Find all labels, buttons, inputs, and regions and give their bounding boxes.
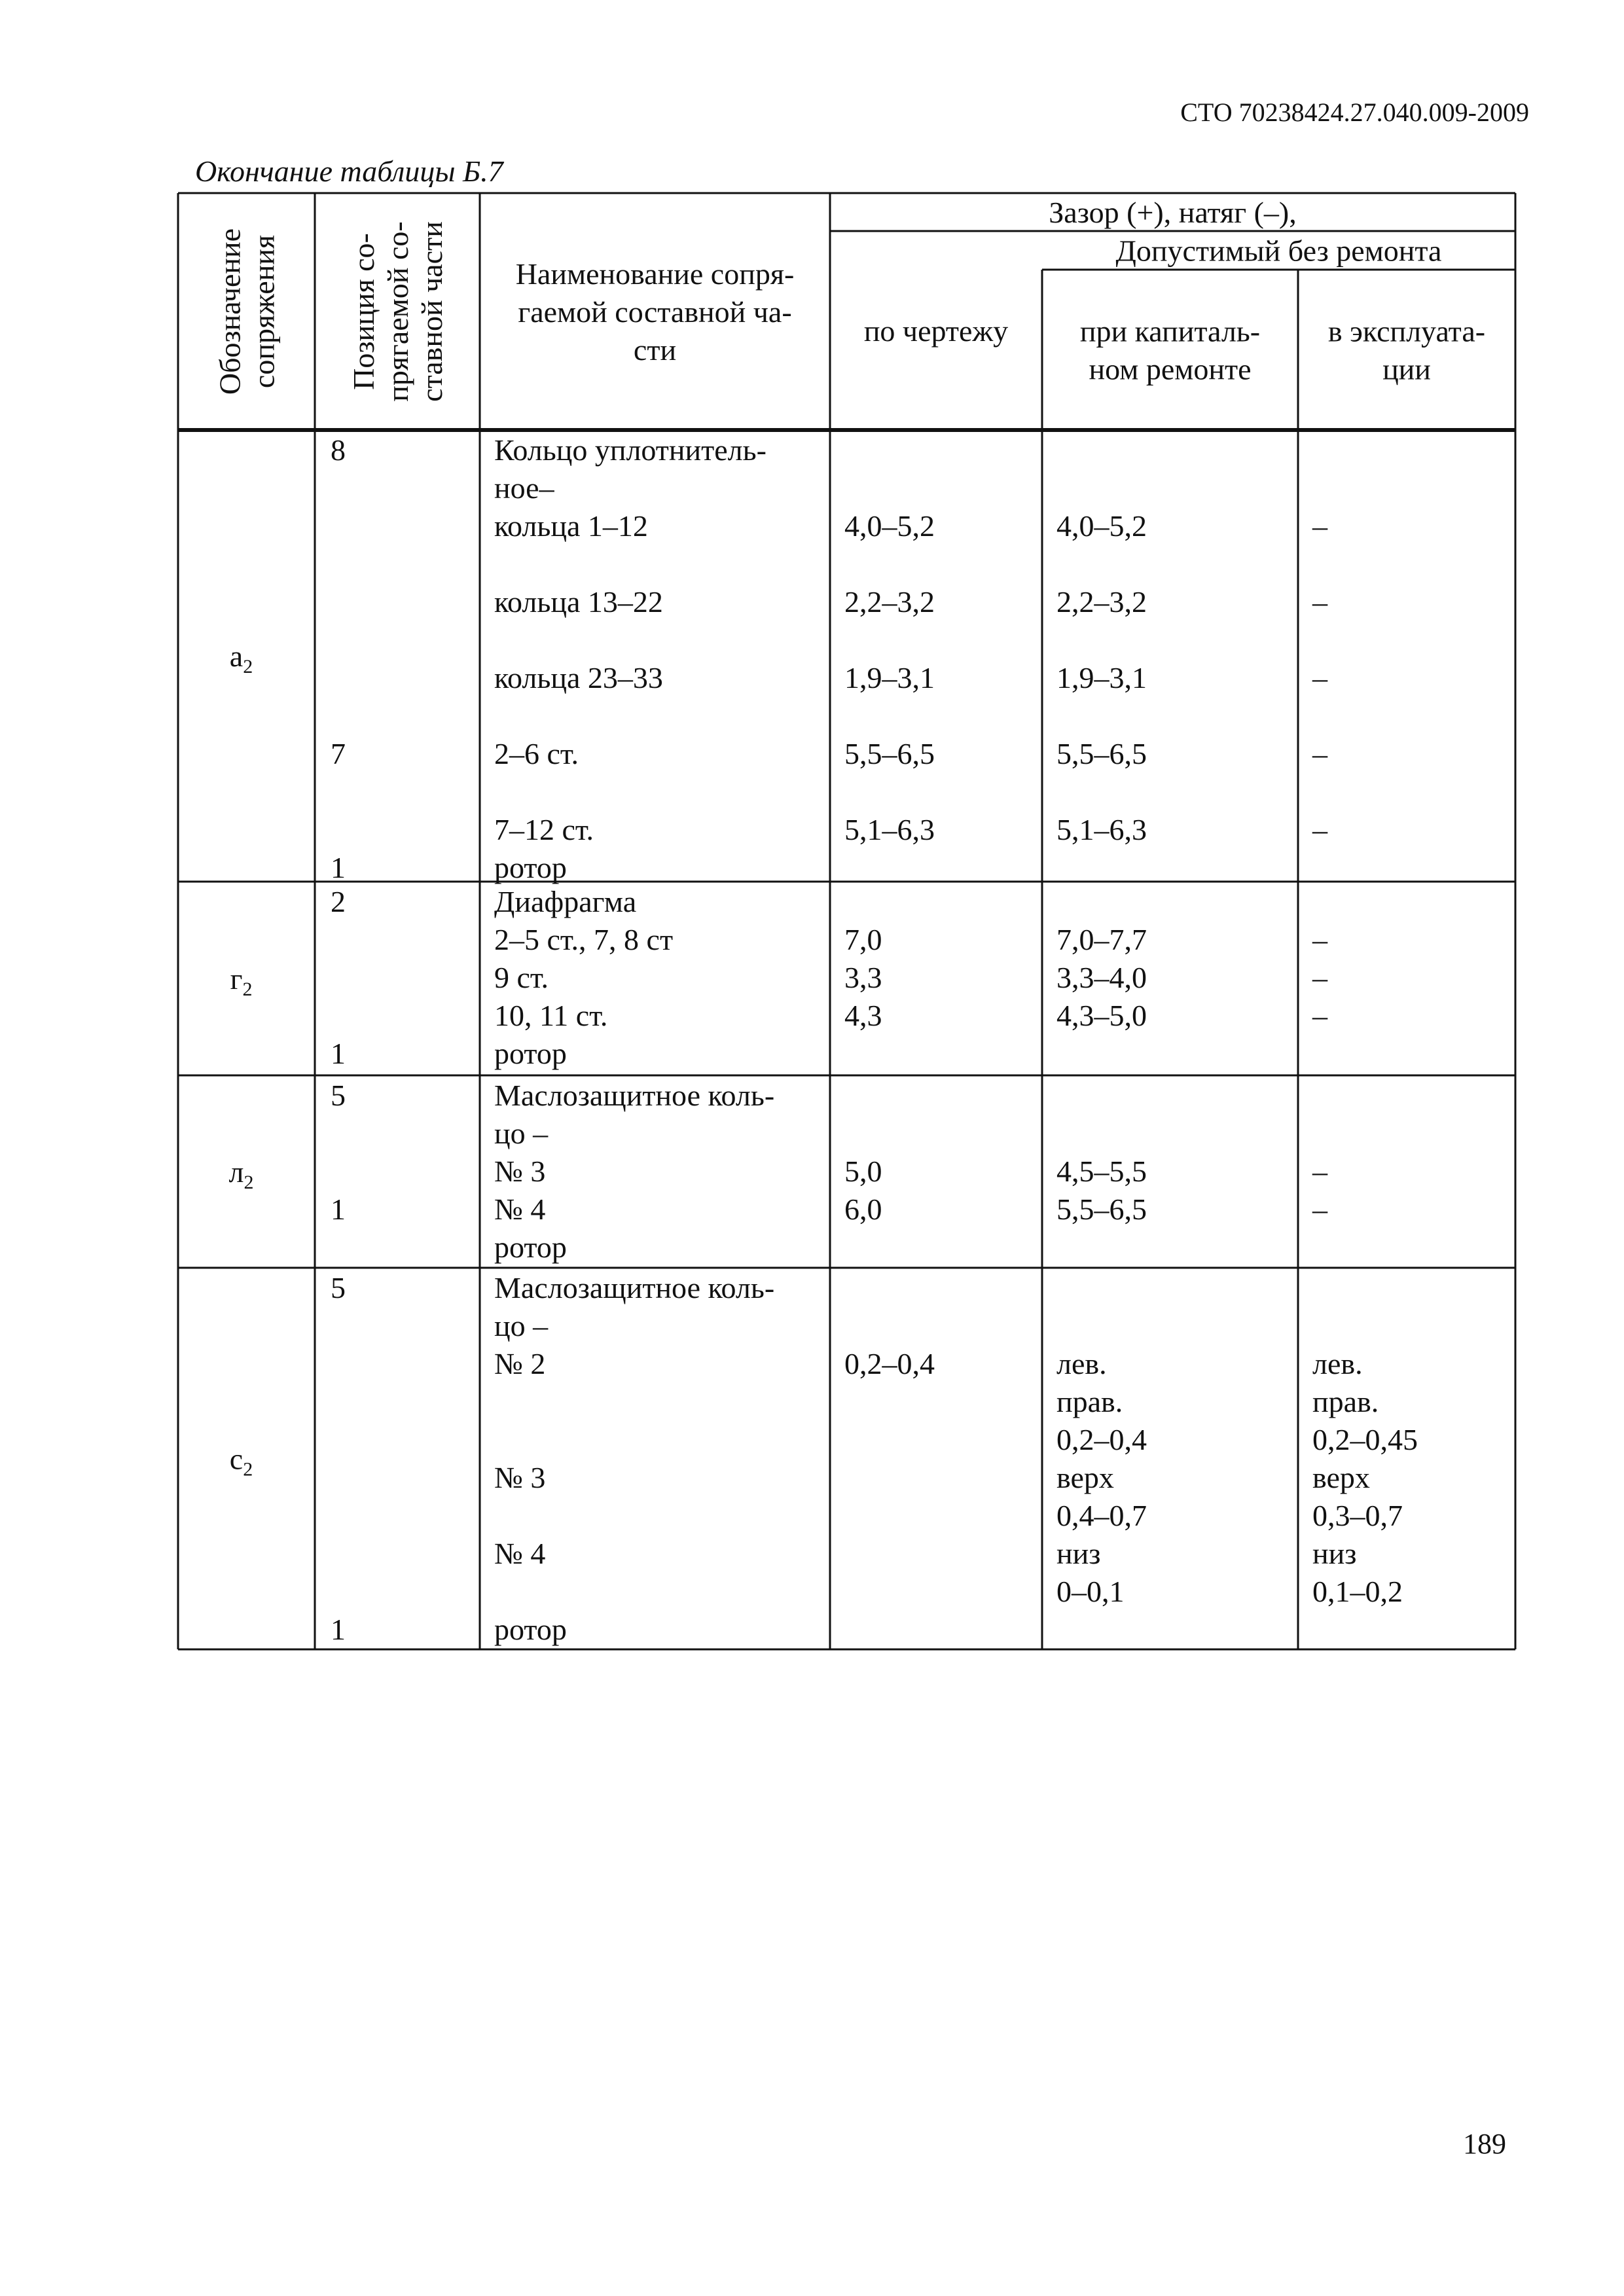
value-by-drawing: 0,2–0,4: [844, 1347, 935, 1380]
value-by-drawing: 4,3: [844, 999, 882, 1032]
part-name: Маслозащитное коль-: [494, 1079, 775, 1112]
value-capital-repair: низ: [1056, 1537, 1101, 1570]
value-by-drawing: 2,2–3,2: [844, 585, 935, 619]
designation-subscript: 2: [242, 978, 253, 1000]
mating-designation: $г_2$: [230, 962, 253, 1000]
mating-designation: $с_2$: [229, 1442, 253, 1480]
value-capital-repair: 4,5–5,5: [1056, 1155, 1147, 1188]
value-capital-repair: 3,3–4,0: [1056, 961, 1147, 994]
value-capital-repair: прав.: [1056, 1385, 1123, 1418]
value-operation: –: [1312, 737, 1327, 770]
value-capital-repair: верх: [1056, 1461, 1114, 1494]
value-operation: прав.: [1312, 1385, 1379, 1418]
value-by-drawing: 5,1–6,3: [844, 813, 935, 846]
value-operation: –: [1312, 585, 1327, 619]
header-position: Позиция со-: [347, 233, 380, 390]
value-capital-repair: 4,0–5,2: [1056, 509, 1147, 543]
part-name: ное–: [494, 471, 554, 505]
header-operation: ции: [1382, 352, 1431, 386]
value-capital-repair: 5,5–6,5: [1056, 1193, 1147, 1226]
value-capital-repair: 0,2–0,4: [1056, 1423, 1147, 1456]
value-operation: –: [1312, 509, 1327, 543]
table-caption: Окончание таблицы Б.7: [195, 154, 503, 188]
value-capital-repair: 0,4–0,7: [1056, 1499, 1147, 1532]
mating-designation: $л_2$: [228, 1155, 254, 1193]
value-operation: верх: [1312, 1461, 1370, 1494]
position-number: 7: [331, 737, 346, 770]
header-part-name: гаемой составной ча-: [518, 295, 792, 329]
part-name: № 4: [494, 1193, 546, 1226]
value-capital-repair: 0–0,1: [1056, 1575, 1125, 1608]
position-number: 5: [331, 1079, 346, 1112]
part-name: ротор: [494, 1613, 567, 1646]
part-name: ротор: [494, 1230, 567, 1264]
header-by-drawing: по чертежу: [863, 314, 1009, 348]
part-name: кольца 13–22: [494, 585, 663, 619]
value-by-drawing: 7,0: [844, 923, 882, 956]
header-capital-repair: при капиталь-: [1079, 314, 1261, 348]
value-capital-repair: 4,3–5,0: [1056, 999, 1147, 1032]
part-name: № 2: [494, 1347, 546, 1380]
position-number: 1: [331, 1037, 346, 1070]
value-operation: –: [1312, 1193, 1327, 1226]
value-operation: –: [1312, 1155, 1327, 1188]
value-operation: 0,3–0,7: [1312, 1499, 1403, 1532]
designation-subscript: 2: [243, 1458, 253, 1480]
value-capital-repair: 2,2–3,2: [1056, 585, 1147, 619]
value-operation: –: [1312, 999, 1327, 1032]
header-position: прягаемой со-: [381, 221, 414, 402]
value-capital-repair: лев.: [1056, 1347, 1107, 1380]
part-name: 2–6 ст.: [494, 737, 579, 770]
part-name: 7–12 ст.: [494, 813, 594, 846]
part-name: 9 ст.: [494, 961, 549, 994]
part-name: Диафрагма: [494, 885, 637, 918]
designation-subscript: 2: [244, 1172, 254, 1193]
header-part-name: Наименование сопря-: [515, 257, 795, 291]
position-number: 8: [331, 433, 346, 467]
value-by-drawing: 4,0–5,2: [844, 509, 935, 543]
designation-subscript: 2: [243, 656, 253, 677]
header-operation: в эксплуата-: [1327, 314, 1486, 348]
value-operation: 0,2–0,45: [1312, 1423, 1418, 1456]
part-name: 2–5 ст., 7, 8 ст: [494, 923, 674, 956]
value-capital-repair: 1,9–3,1: [1056, 661, 1147, 694]
header-designation: Обозначение: [213, 228, 247, 395]
part-name: Кольцо уплотнитель-: [494, 433, 767, 467]
header-position: ставной части: [415, 221, 448, 402]
value-capital-repair: 7,0–7,7: [1056, 923, 1147, 956]
header-designation: сопряжения: [247, 234, 281, 389]
header-part-name: сти: [633, 333, 677, 367]
part-name: кольца 1–12: [494, 509, 648, 543]
position-number: 2: [331, 885, 346, 918]
mating-designation: $а_2$: [229, 639, 253, 677]
part-name: цо –: [494, 1309, 549, 1342]
value-capital-repair: 5,1–6,3: [1056, 813, 1147, 846]
part-name: кольца 23–33: [494, 661, 663, 694]
part-name: Маслозащитное коль-: [494, 1271, 775, 1304]
part-name: ротор: [494, 1037, 567, 1070]
part-name: 10, 11 ст.: [494, 999, 608, 1032]
header-capital-repair: ном ремонте: [1089, 352, 1252, 386]
position-number: 1: [331, 1193, 346, 1226]
part-name: № 3: [494, 1155, 546, 1188]
header-clearance-group: Зазор (+), натяг (–),: [1049, 196, 1297, 229]
position-number: 1: [331, 851, 346, 884]
value-capital-repair: 5,5–6,5: [1056, 737, 1147, 770]
document-code: СТО 70238424.27.040.009-2009: [1180, 98, 1529, 127]
part-name: цо –: [494, 1117, 549, 1150]
position-number: 5: [331, 1271, 346, 1304]
value-operation: –: [1312, 813, 1327, 846]
part-name: № 4: [494, 1537, 546, 1570]
value-by-drawing: 5,5–6,5: [844, 737, 935, 770]
value-operation: 0,1–0,2: [1312, 1575, 1403, 1608]
value-operation: –: [1312, 661, 1327, 694]
value-by-drawing: 6,0: [844, 1193, 882, 1226]
part-name: ротор: [494, 851, 567, 884]
value-by-drawing: 1,9–3,1: [844, 661, 935, 694]
part-name: № 3: [494, 1461, 546, 1494]
value-operation: –: [1312, 961, 1327, 994]
value-operation: лев.: [1312, 1347, 1363, 1380]
value-operation: низ: [1312, 1537, 1357, 1570]
header-allowable-group: Допустимый без ремонта: [1115, 234, 1442, 268]
value-by-drawing: 5,0: [844, 1155, 882, 1188]
value-by-drawing: 3,3: [844, 961, 882, 994]
position-number: 1: [331, 1613, 346, 1646]
value-operation: –: [1312, 923, 1327, 956]
page-number: 189: [1463, 2128, 1506, 2160]
